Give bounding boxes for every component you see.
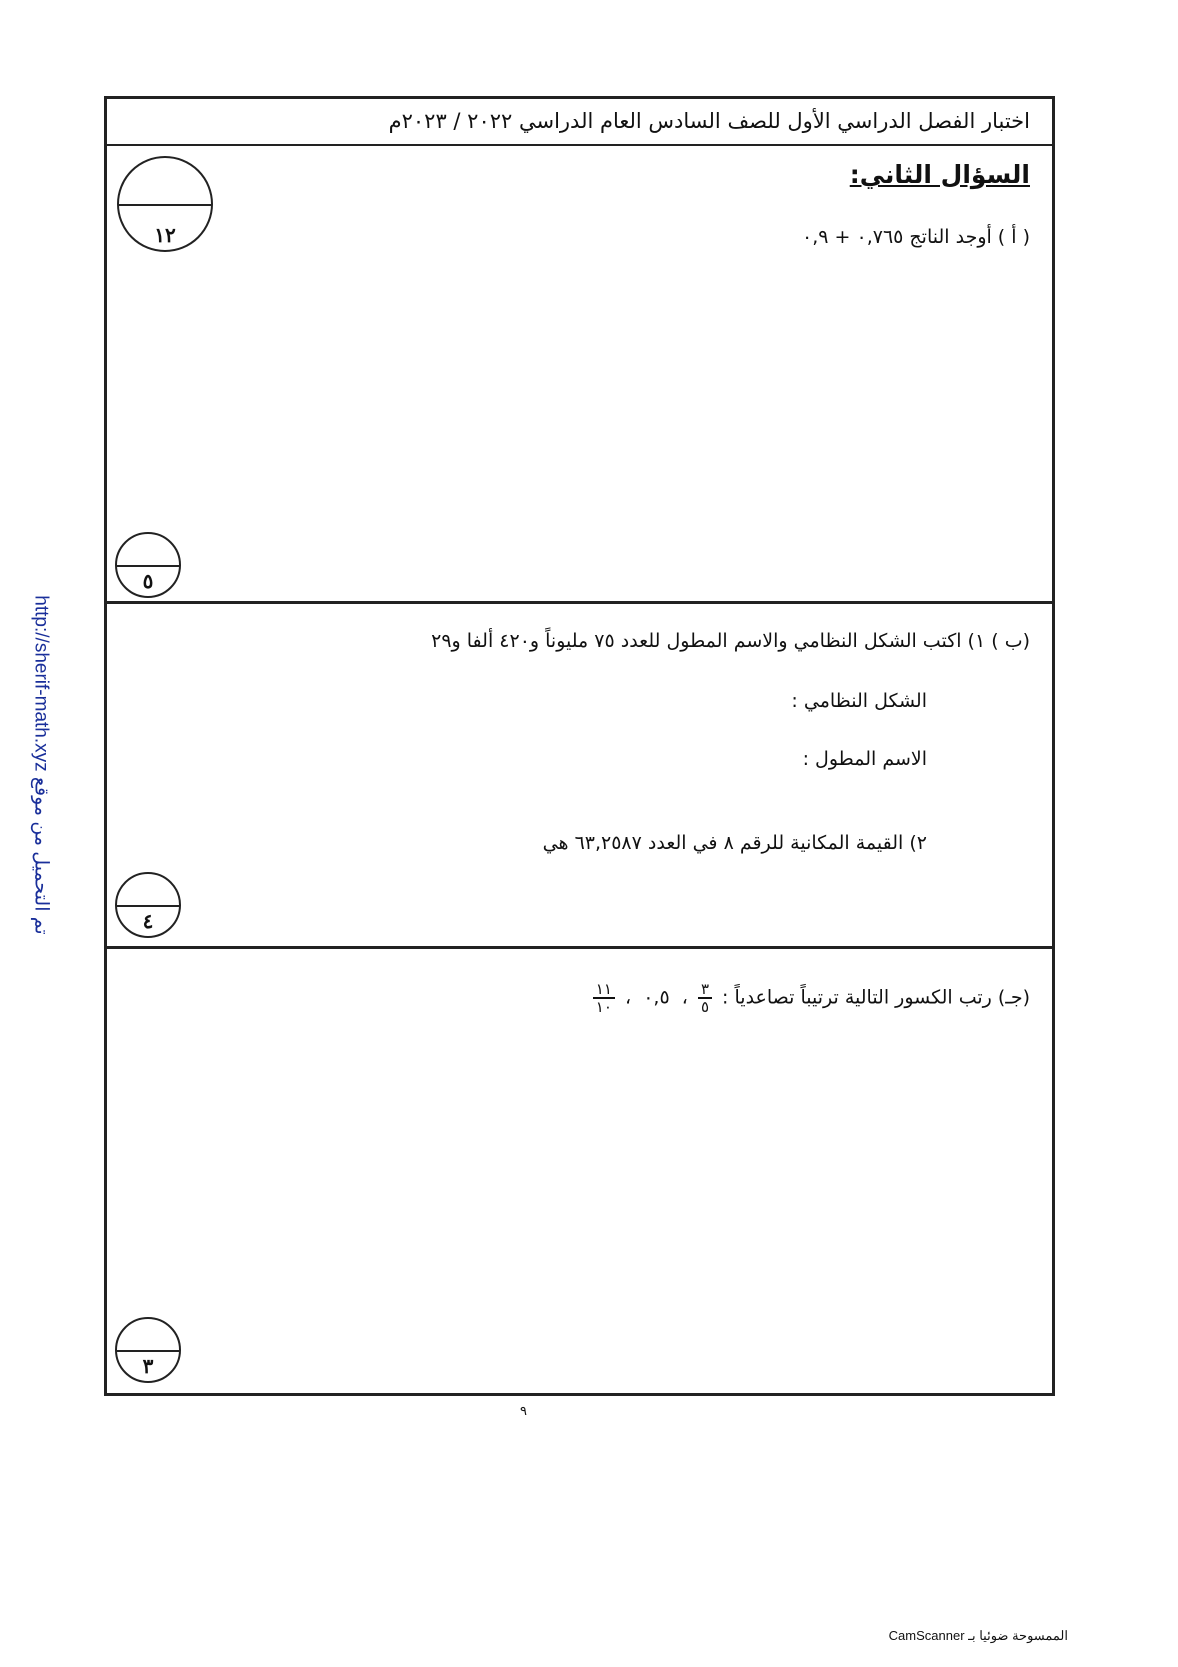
- exam-sheet: [104, 96, 1055, 1396]
- part-c-line: [589, 981, 1030, 1015]
- question-title: السؤال الثاني:: [849, 160, 1030, 189]
- camscanner-footer: الممسوحة ضوئيا بـ CamScanner: [888, 1628, 1068, 1643]
- separator: ،: [624, 986, 632, 1009]
- side-watermark: [30, 565, 52, 965]
- part-c-section: [107, 949, 1052, 1393]
- part-a-text: ( أ ) أوجد الناتج ٠,٧٦٥ + ٠,٩: [802, 226, 1030, 248]
- exam-header: [107, 99, 1052, 146]
- part-c-score-circle: [115, 1317, 181, 1383]
- separator: ،: [681, 986, 688, 1009]
- side-watermark-text: تم التحميل من موقع http://sherif-math.xyz: [30, 595, 52, 935]
- part-b-text2: ٢) القيمة المكانية للرقم ٨ في العدد ٦٣,٢٥٨٧ هي: [542, 832, 927, 854]
- part-c-score: ٣: [142, 1354, 154, 1378]
- part-b-text1: (ب ) ١) اكتب الشكل النظامي والاسم المطول للعدد ٧٥ مليوناً و٤٢٠ ألفا و٢٩: [431, 630, 1030, 652]
- total-score: ١٢: [154, 223, 176, 247]
- standard-form-label: الشكل النظامي :: [791, 690, 927, 712]
- total-score-circle: [117, 156, 213, 252]
- part-a-score-circle: [115, 532, 181, 598]
- exam-title: اختبار الفصل الدراسي الأول للصف السادس العام الدراسي ٢٠٢٢ / ٢٠٢٣م: [388, 109, 1030, 133]
- part-c-text: (جـ) رتب الكسور التالية ترتيباً تصاعدياً :: [722, 986, 1030, 1009]
- page-number: ٩: [520, 1404, 527, 1419]
- fraction-eleven-tenths: $\frac{١١}{١٠}$: [593, 981, 615, 1015]
- fraction-three-fifths: $\frac{٣}{٥}$: [698, 981, 712, 1015]
- part-b-score-circle: [115, 872, 181, 938]
- part-a-section: [107, 146, 1052, 604]
- part-b-score: ٤: [142, 909, 154, 933]
- part-b-section: [107, 604, 1052, 949]
- expanded-name-label: الاسم المطول :: [802, 748, 927, 770]
- decimal-value: ٠,٥: [643, 986, 670, 1009]
- part-a-score: ٥: [142, 569, 154, 593]
